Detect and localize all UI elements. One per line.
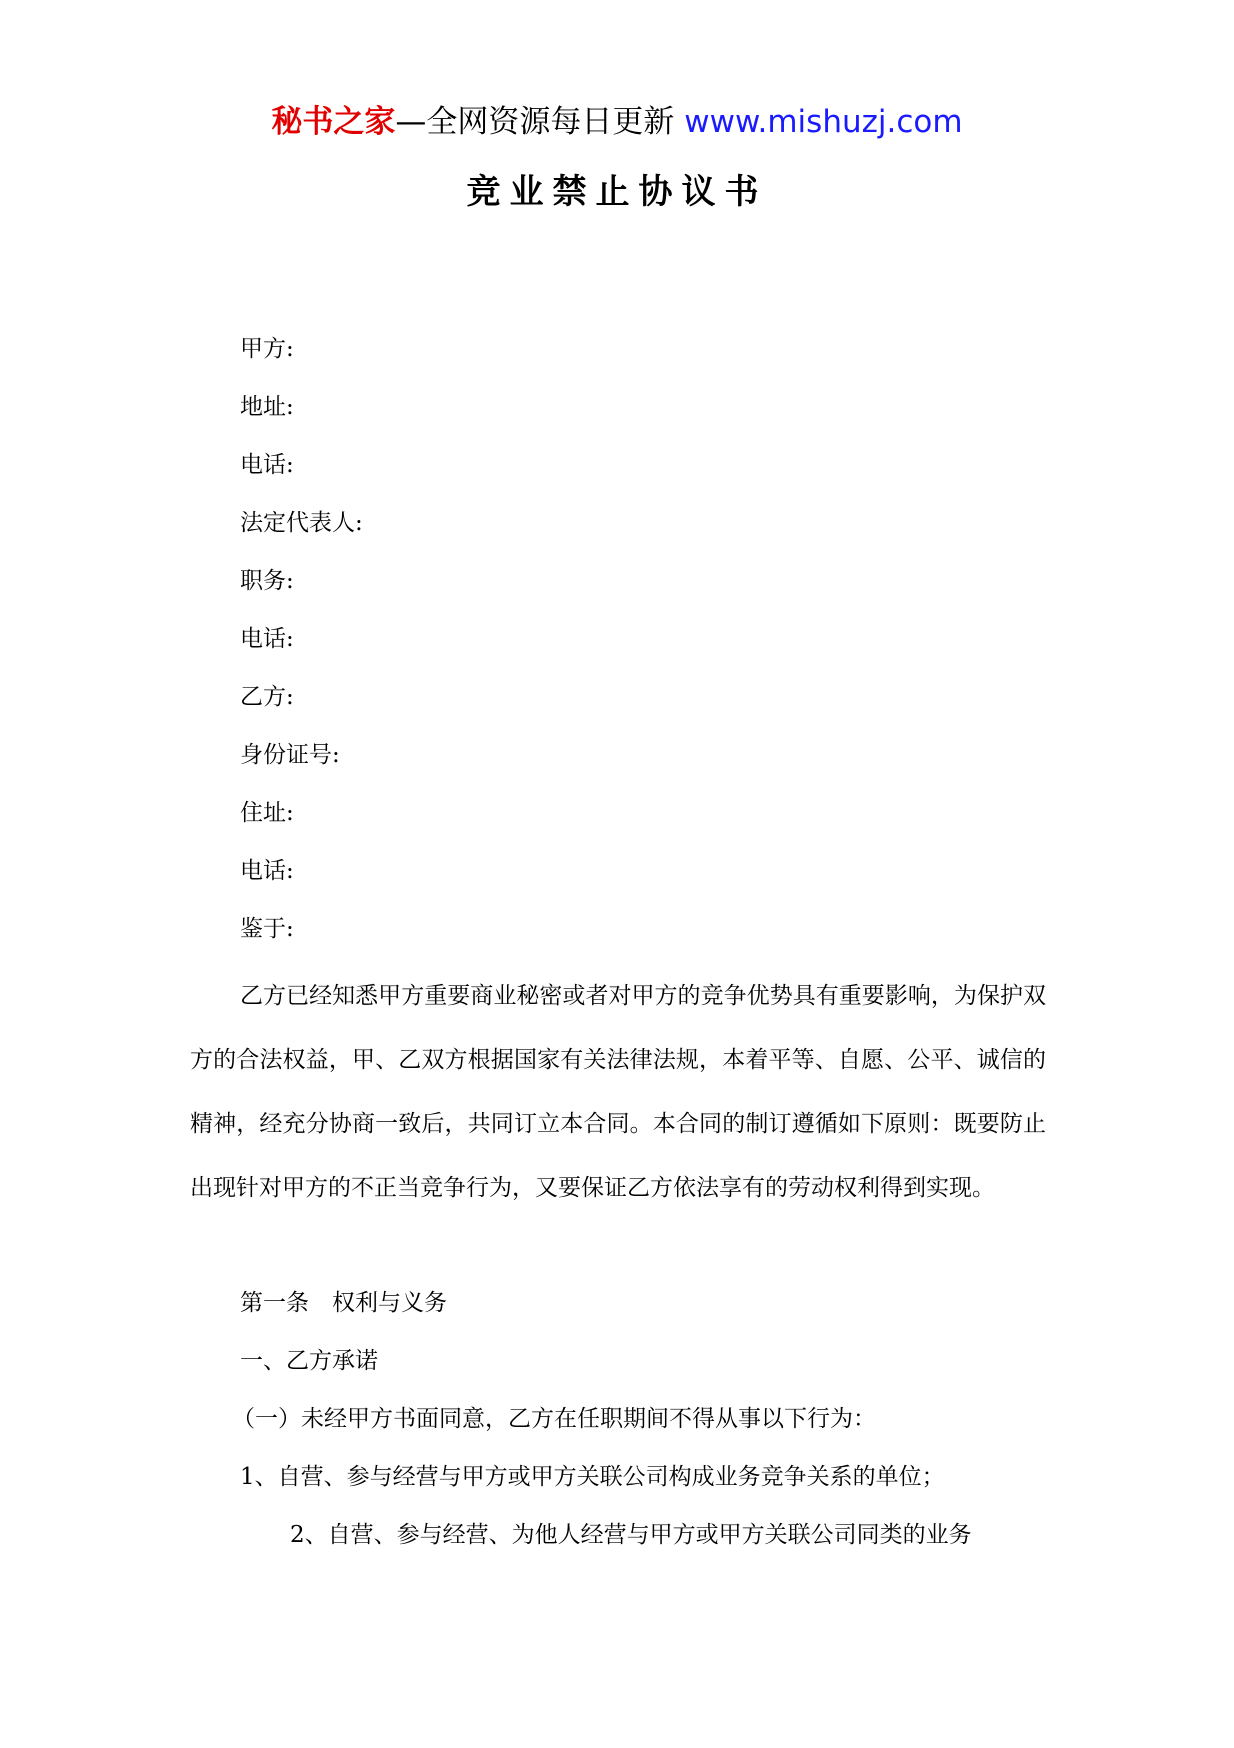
party-b-phone-label: 电话:: [240, 858, 294, 884]
legal-representative-label: 法定代表人:: [240, 510, 363, 536]
subsection-1: （一）未经甲方书面同意，乙方在任职期间不得从事以下行为：: [232, 1406, 876, 1432]
residence-label: 住址:: [240, 800, 294, 826]
party-a-phone-label: 电话:: [240, 452, 294, 478]
party-a-label: 甲方:: [240, 336, 294, 362]
site-url: www.mishuzj.com: [684, 104, 963, 140]
position-label: 职务:: [240, 568, 294, 594]
site-header: [0, 100, 1234, 144]
preamble-paragraph: 乙方已经知悉甲方重要商业秘密或者对甲方的竞争优势具有重要影响，为保护双方的合法权益，甲、乙双方根据国家有关法律法规，本着平等、自愿、公平、诚信的精神，经充分协商一致后，共同订立本合同。本合同的制订遵循如下原则：既要防止出现针对甲方的不正当竞争行为，又要保证乙方依法享有的劳动权利得到实现。: [190, 983, 1046, 1201]
article-1-heading: 第一条 权利与义务: [240, 1290, 447, 1316]
party-b-label: 乙方:: [240, 684, 294, 710]
party-a-phone2-label: 电话:: [240, 626, 294, 652]
site-brand: 秘书之家: [271, 104, 396, 140]
section-1-heading: 一、乙方承诺: [240, 1348, 378, 1374]
item-2: 2、自营、参与经营、为他人经营与甲方或甲方关联公司同类的业务: [290, 1522, 972, 1548]
party-a-address-label: 地址:: [240, 394, 294, 420]
whereas-label: 鉴于:: [240, 916, 294, 942]
item-1: 1、自营、参与经营与甲方或甲方关联公司构成业务竞争关系的单位；: [240, 1464, 945, 1490]
id-number-label: 身份证号:: [240, 742, 340, 768]
document-title: 竞业禁止协议书: [466, 172, 768, 212]
site-tagline: —全网资源每日更新: [395, 104, 685, 140]
